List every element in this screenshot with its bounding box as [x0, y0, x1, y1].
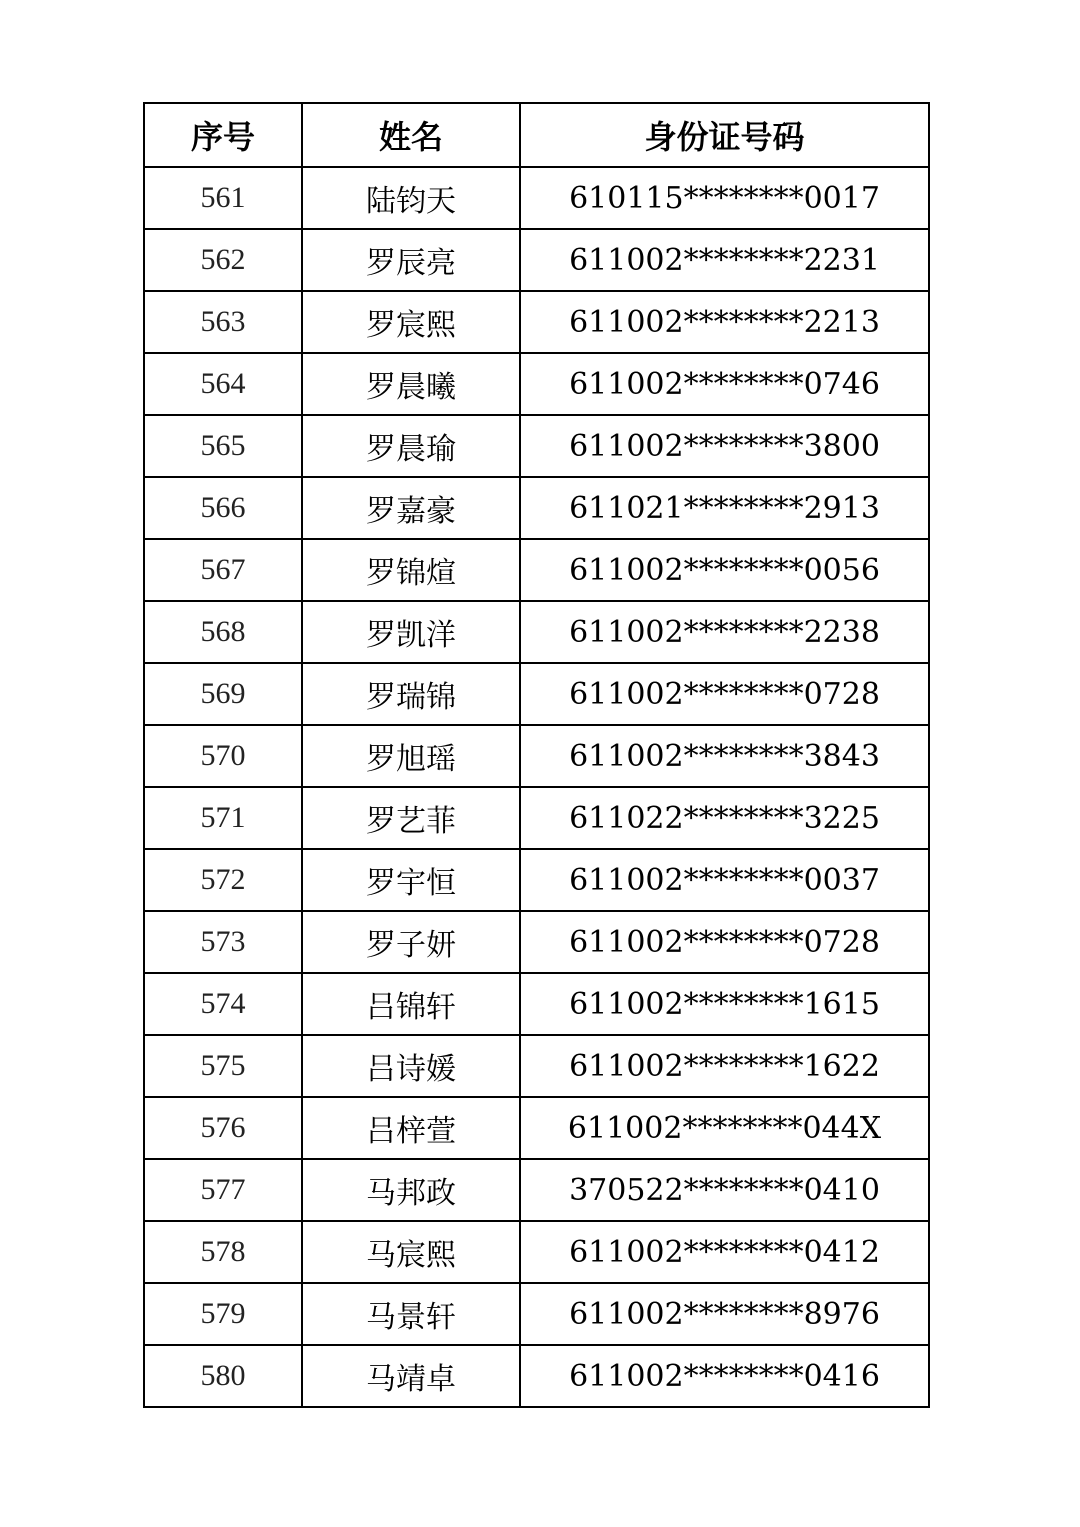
serial-number-cell: 562 — [144, 229, 302, 291]
table-row — [144, 601, 929, 663]
id-number-cell: 370522********0410 — [520, 1159, 929, 1221]
table-row — [144, 415, 929, 477]
header-serial-number: 序号 — [144, 103, 302, 167]
name-cell: 罗宇恒 — [302, 849, 520, 911]
name-cell: 马靖卓 — [302, 1345, 520, 1407]
id-number-cell: 611022********3225 — [520, 787, 929, 849]
serial-number-cell: 576 — [144, 1097, 302, 1159]
id-number-cell: 611002********2238 — [520, 601, 929, 663]
id-number-cell: 611002********1615 — [520, 973, 929, 1035]
id-number-cell: 611002********0037 — [520, 849, 929, 911]
serial-number-cell: 578 — [144, 1221, 302, 1283]
table-row — [144, 1159, 929, 1221]
name-cell: 罗嘉豪 — [302, 477, 520, 539]
serial-number-cell: 577 — [144, 1159, 302, 1221]
name-cell: 罗锦煊 — [302, 539, 520, 601]
header-id-number: 身份证号码 — [520, 103, 929, 167]
table-row — [144, 1345, 929, 1407]
name-cell: 吕诗媛 — [302, 1035, 520, 1097]
id-number-cell: 611021********2913 — [520, 477, 929, 539]
serial-number-cell: 563 — [144, 291, 302, 353]
name-cell: 马邦政 — [302, 1159, 520, 1221]
table-row — [144, 477, 929, 539]
id-number-cell: 611002********0412 — [520, 1221, 929, 1283]
table-row — [144, 1035, 929, 1097]
serial-number-cell: 571 — [144, 787, 302, 849]
id-number-cell: 611002********8976 — [520, 1283, 929, 1345]
table-row — [144, 353, 929, 415]
serial-number-cell: 579 — [144, 1283, 302, 1345]
name-cell: 罗辰亮 — [302, 229, 520, 291]
name-cell: 罗晨曦 — [302, 353, 520, 415]
table-row — [144, 539, 929, 601]
serial-number-cell: 580 — [144, 1345, 302, 1407]
serial-number-cell: 574 — [144, 973, 302, 1035]
id-number-cell: 611002********0746 — [520, 353, 929, 415]
serial-number-cell: 565 — [144, 415, 302, 477]
id-number-cell: 611002********0416 — [520, 1345, 929, 1407]
table-row — [144, 1283, 929, 1345]
serial-number-cell: 564 — [144, 353, 302, 415]
table-row — [144, 229, 929, 291]
id-number-cell: 611002********2231 — [520, 229, 929, 291]
table-row — [144, 1221, 929, 1283]
name-cell: 罗艺菲 — [302, 787, 520, 849]
header-row — [144, 103, 929, 167]
table-body — [144, 167, 929, 1407]
id-number-cell: 611002********3843 — [520, 725, 929, 787]
table-row — [144, 1097, 929, 1159]
name-cell: 罗旭瑶 — [302, 725, 520, 787]
serial-number-cell: 570 — [144, 725, 302, 787]
serial-number-cell: 566 — [144, 477, 302, 539]
table-row — [144, 849, 929, 911]
name-cell: 马宸熙 — [302, 1221, 520, 1283]
id-number-cell: 611002********2213 — [520, 291, 929, 353]
name-cell: 罗凯洋 — [302, 601, 520, 663]
serial-number-cell: 567 — [144, 539, 302, 601]
roster-table — [143, 102, 930, 1408]
id-number-cell: 611002********1622 — [520, 1035, 929, 1097]
serial-number-cell: 568 — [144, 601, 302, 663]
name-cell: 罗子妍 — [302, 911, 520, 973]
name-cell: 吕梓萱 — [302, 1097, 520, 1159]
id-number-cell: 611002********3800 — [520, 415, 929, 477]
id-number-cell: 611002********0728 — [520, 663, 929, 725]
name-cell: 罗瑞锦 — [302, 663, 520, 725]
id-number-cell: 611002********0728 — [520, 911, 929, 973]
serial-number-cell: 575 — [144, 1035, 302, 1097]
name-cell: 陆钧天 — [302, 167, 520, 229]
table-row — [144, 167, 929, 229]
table-row — [144, 291, 929, 353]
id-number-cell: 610115********0017 — [520, 167, 929, 229]
table-row — [144, 663, 929, 725]
serial-number-cell: 572 — [144, 849, 302, 911]
id-number-cell: 611002********044X — [520, 1097, 929, 1159]
name-cell: 马景轩 — [302, 1283, 520, 1345]
table-row — [144, 725, 929, 787]
table-row — [144, 973, 929, 1035]
header-name: 姓名 — [302, 103, 520, 167]
id-number-cell: 611002********0056 — [520, 539, 929, 601]
serial-number-cell: 569 — [144, 663, 302, 725]
serial-number-cell: 573 — [144, 911, 302, 973]
table-row — [144, 787, 929, 849]
serial-number-cell: 561 — [144, 167, 302, 229]
table-row — [144, 911, 929, 973]
name-cell: 吕锦轩 — [302, 973, 520, 1035]
name-cell: 罗晨瑜 — [302, 415, 520, 477]
name-cell: 罗宸熙 — [302, 291, 520, 353]
